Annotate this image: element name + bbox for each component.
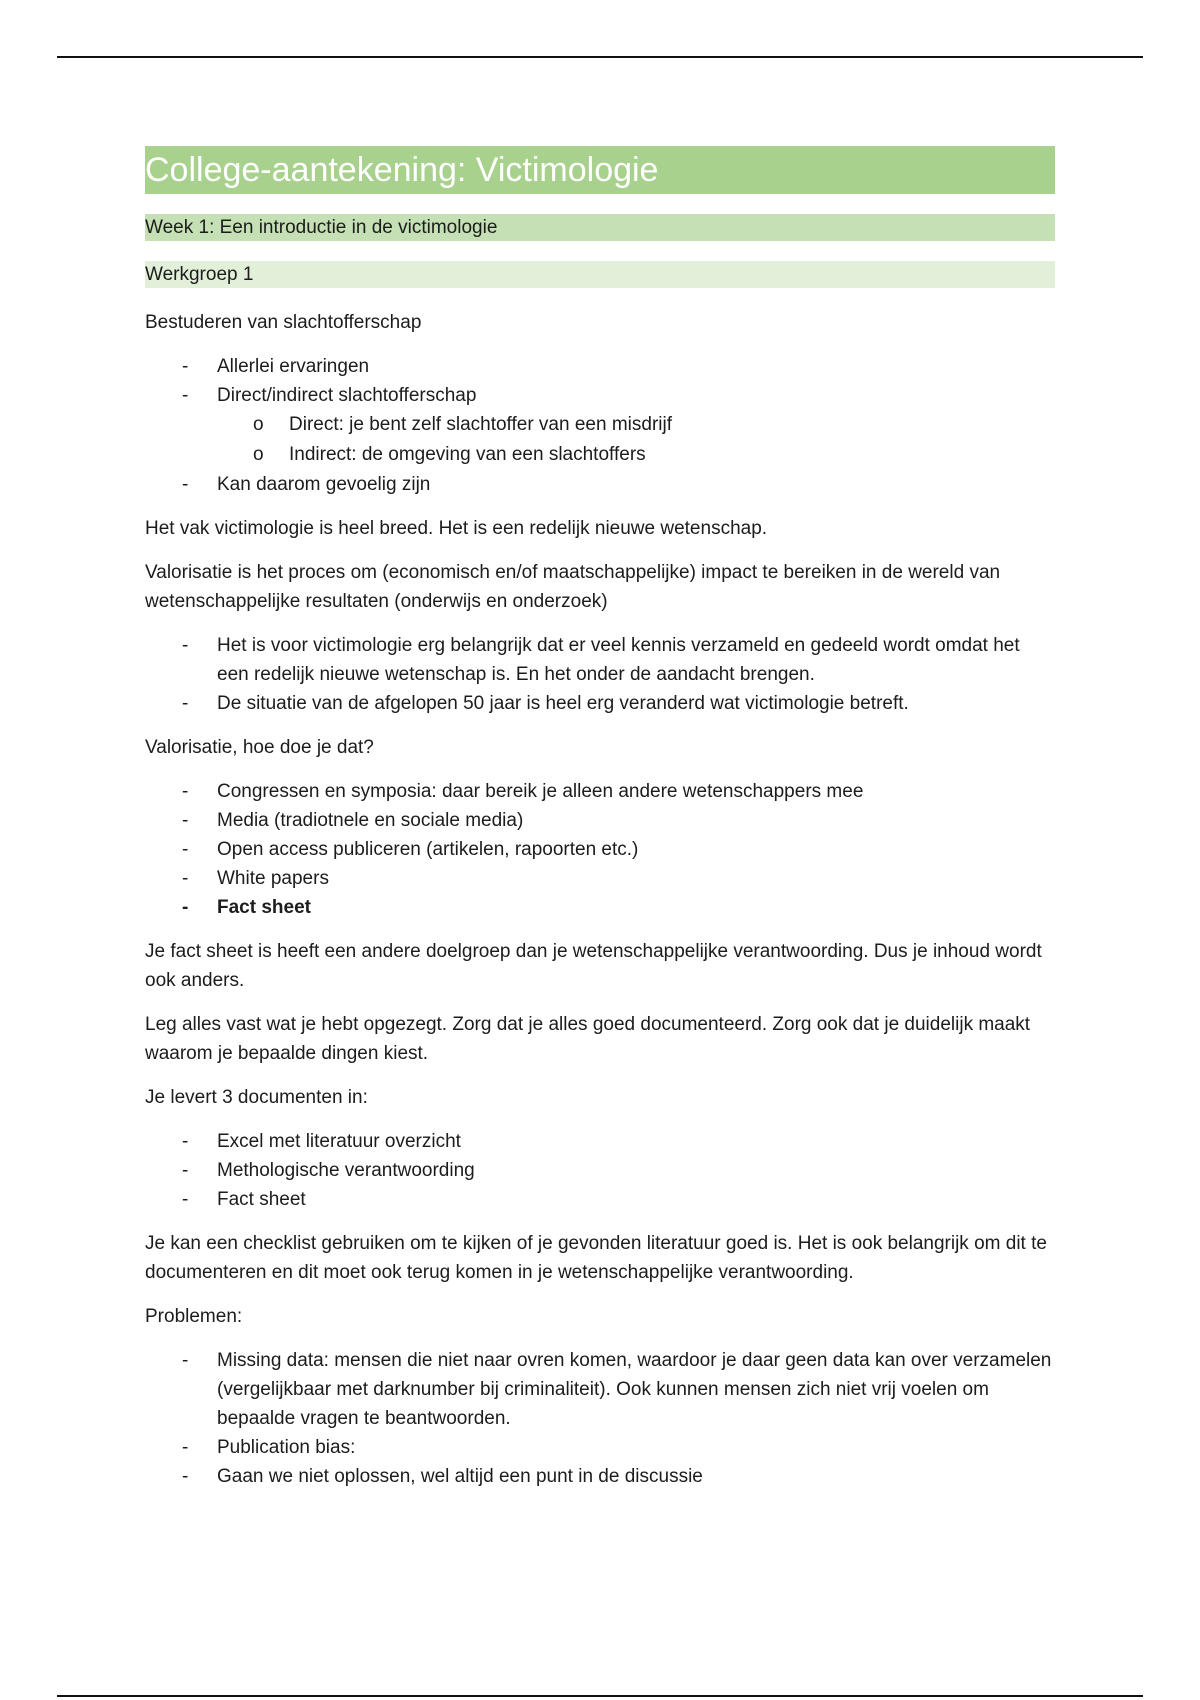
- list-item-text: Open access publiceren (artikelen, rapoorten etc.): [217, 839, 639, 860]
- document-page: [145, 146, 1055, 1506]
- list-item: [145, 835, 1055, 864]
- dash-marker: -: [182, 474, 189, 495]
- paragraph: Het vak victimologie is heel breed. Het is een redelijk nieuwe wetenschap.: [145, 518, 768, 539]
- footer-rule: [57, 1695, 1143, 1697]
- sub-list-item-text: Indirect: de omgeving van een slachtoffers: [289, 444, 646, 465]
- dash-marker: -: [182, 868, 189, 889]
- list-item-text: Media (tradiotnele en sociale media): [217, 810, 524, 831]
- list-item: [145, 806, 1055, 835]
- paragraph: Je fact sheet is heeft een andere doelgroep dan je wetenschappelijke verantwoording. Dus je inhoud wordt ook anders.: [145, 941, 1042, 991]
- list-item: [145, 470, 1055, 499]
- list-item-text: Fact sheet: [217, 897, 311, 918]
- list-item: [145, 1346, 1055, 1433]
- bullet-list: [145, 1346, 1055, 1491]
- dash-marker: -: [182, 839, 189, 860]
- group-heading: Werkgroep 1: [145, 261, 1055, 288]
- list-item: [145, 777, 1055, 806]
- dash-marker: -: [182, 1160, 189, 1181]
- list-item: [145, 381, 1055, 470]
- bullet-list: [145, 631, 1055, 718]
- list-item-text: Gaan we niet oplossen, wel altijd een punt in de discussie: [217, 1466, 703, 1487]
- week-heading: Week 1: Een introductie in de victimologie: [145, 214, 1055, 241]
- dash-marker: -: [182, 1131, 189, 1152]
- paragraph: Leg alles vast wat je hebt opgezegt. Zorg dat je alles goed documenteerd. Zorg ook dat je duidelijk maakt waarom je bepaalde dingen kiest.: [145, 1014, 1031, 1064]
- header-rule: [57, 56, 1143, 58]
- paragraph: Je kan een checklist gebruiken om te kijken of je gevonden literatuur goed is. Het is ook belangrijk om dit te documenteren en dit moet ook terug komen in je wetenschappelijke verantwoording.: [145, 1233, 1047, 1283]
- list-item-text: Het is voor victimologie erg belangrijk dat er veel kennis verzameld en gedeeld wordt omdat het een redelijk nieuwe wetenschap is. En het onder de aandacht brengen.: [217, 635, 1020, 685]
- list-item-text: Kan daarom gevoelig zijn: [217, 474, 431, 495]
- dash-marker: -: [182, 1437, 189, 1458]
- document-title: College-aantekening: Victimologie: [145, 146, 1055, 194]
- list-item: [145, 689, 1055, 718]
- list-item-text: Excel met literatuur overzicht: [217, 1131, 461, 1152]
- list-item: [145, 1462, 1055, 1491]
- paragraph: Je levert 3 documenten in:: [145, 1087, 368, 1108]
- sub-list-item: [217, 440, 1055, 470]
- list-item-text: De situatie van de afgelopen 50 jaar is heel erg veranderd wat victimologie betreft.: [217, 693, 909, 714]
- list-item-text: Direct/indirect slachtofferschap: [217, 385, 477, 406]
- list-item: [145, 1156, 1055, 1185]
- circle-marker: o: [253, 414, 264, 435]
- list-item: [145, 893, 1055, 922]
- list-item: [145, 1127, 1055, 1156]
- paragraph: Valorisatie is het proces om (economisch en/of maatschappelijke) impact te bereiken in de wereld van wetenschappelijke resultaten (onderwijs en onderzoek): [145, 562, 1001, 612]
- list-item: [145, 352, 1055, 381]
- circle-marker: o: [253, 444, 264, 465]
- paragraph: Valorisatie, hoe doe je dat?: [145, 737, 374, 758]
- bullet-list: [145, 1127, 1055, 1214]
- dash-marker: -: [182, 810, 189, 831]
- list-item-text: Fact sheet: [217, 1189, 306, 1210]
- list-item-text: White papers: [217, 868, 329, 889]
- list-item-text: Allerlei ervaringen: [217, 356, 370, 377]
- paragraph: Bestuderen van slachtofferschap: [145, 312, 422, 333]
- list-item: [145, 631, 1055, 689]
- list-item-text: Publication bias:: [217, 1437, 356, 1458]
- dash-marker: -: [182, 1189, 189, 1210]
- sub-list-item: [217, 410, 1055, 440]
- dash-marker: -: [182, 781, 189, 802]
- bullet-list: [145, 352, 1055, 499]
- list-item: [145, 1185, 1055, 1214]
- dash-marker: -: [182, 1466, 189, 1487]
- dash-marker: -: [182, 1350, 189, 1371]
- dash-marker: -: [182, 356, 189, 377]
- paragraph: Problemen:: [145, 1306, 243, 1327]
- list-item: [145, 864, 1055, 893]
- dash-marker: -: [182, 693, 189, 714]
- list-item-text: Missing data: mensen die niet naar ovren komen, waardoor je daar geen data kan over verzamelen (vergelijkbaar met darknumber bij criminaliteit). Ook kunnen mensen zich niet vrij voelen om bepaalde vragen te beantwoorden.: [217, 1350, 1052, 1429]
- list-item-text: Methologische verantwoording: [217, 1160, 475, 1181]
- dash-marker: -: [182, 385, 189, 406]
- sub-list-item-text: Direct: je bent zelf slachtoffer van een misdrijf: [289, 414, 672, 435]
- dash-marker: -: [182, 897, 189, 918]
- bullet-list: [145, 777, 1055, 922]
- list-item: [145, 1433, 1055, 1462]
- list-item-text: Congressen en symposia: daar bereik je alleen andere wetenschappers mee: [217, 781, 864, 802]
- dash-marker: -: [182, 635, 189, 656]
- sub-list: [217, 410, 1055, 470]
